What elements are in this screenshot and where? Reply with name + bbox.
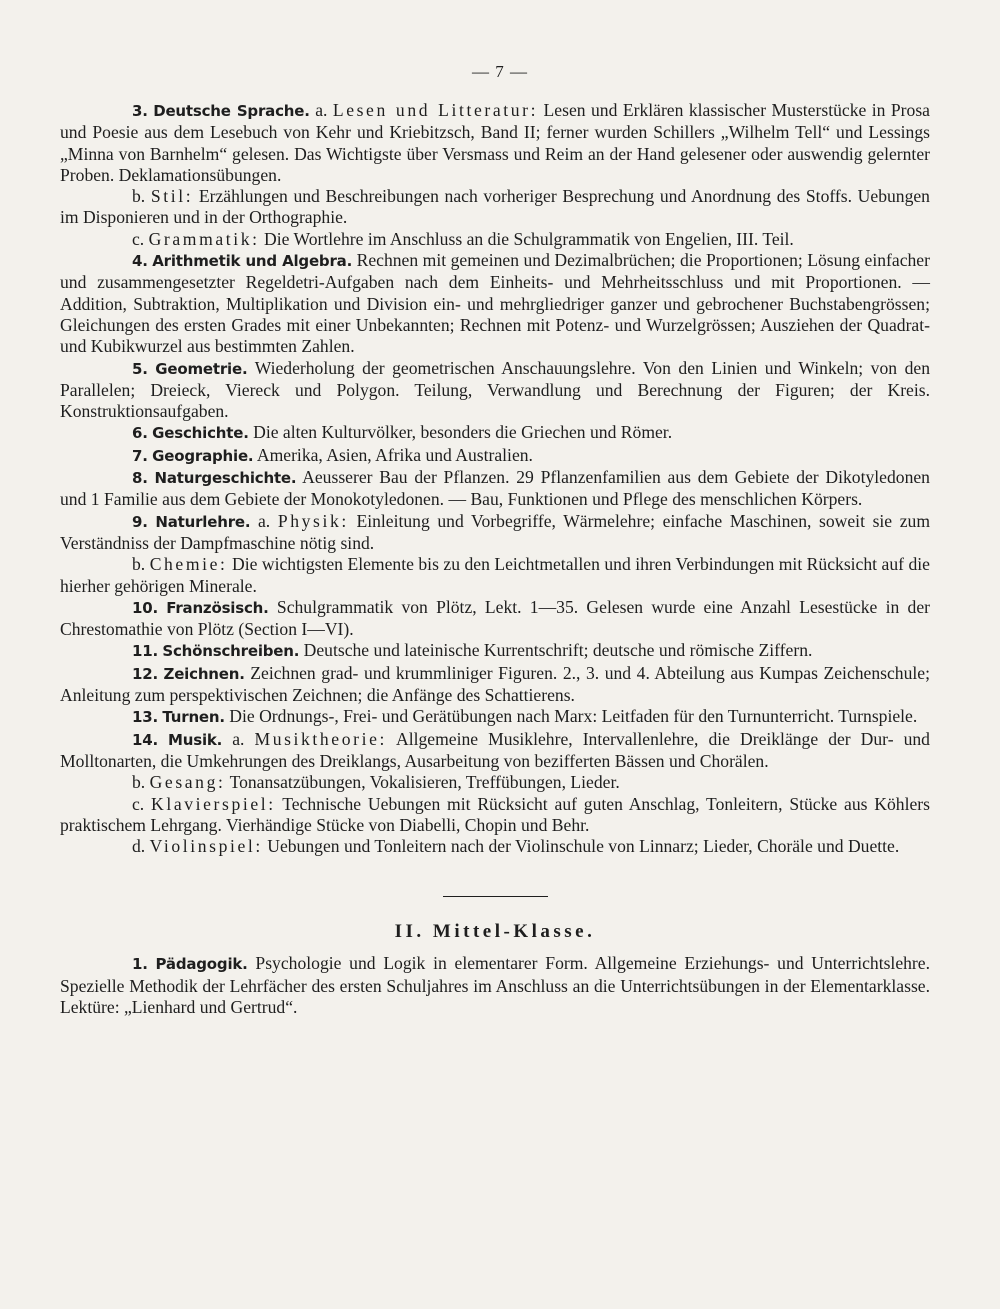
entry-heading: Geschichte.: [152, 424, 249, 443]
sub-label: a.: [315, 100, 328, 120]
sub-heading: Gesang:: [149, 772, 226, 793]
entry-turnen: [60, 706, 930, 728]
entry-deutsche-sprache: [60, 100, 930, 186]
entry-number: 9.: [132, 512, 148, 531]
sub-heading: Stil:: [150, 186, 194, 207]
entry-text: Schulgrammatik von Plötz, Lekt. 1—35. Gelesen wurde eine Anzahl Lesestücke in der Chrestomathie von Plötz (Section I—VI).: [60, 596, 931, 640]
entry-number: 12.: [132, 664, 158, 683]
sub-heading: Physik:: [277, 510, 349, 531]
entry-heading: Turnen.: [162, 708, 225, 727]
sub-heading: Violinspiel:: [149, 836, 263, 857]
entry-text: Tonansatzübungen, Vokalisieren, Treffübungen, Lieder.: [229, 772, 620, 793]
sub-heading: Grammatik:: [148, 228, 260, 249]
sub-label: a.: [258, 510, 271, 531]
sub-label: a.: [232, 728, 245, 749]
entry-geographie: [60, 445, 930, 467]
entry-text: Allgemeine Musiklehre, Intervallenlehre, die Dreiklänge der Dur- und Molltonarten, die Umkehrungen des Dreiklangs, Ausarbeitung von bezifferten Bässen und Chorälen.: [60, 728, 930, 771]
entry-text: Aeusserer Bau der Pflanzen. 29 Pflanzenfamilien aus dem Gebiete der Dikotyledonen und 1 Familie aus dem Gebiete der Monokotyledonen. — Bau, Funktionen und Pflege des menschlichen Körpers.: [60, 467, 930, 510]
sub-entry-klavierspiel: [60, 794, 930, 837]
sub-heading: Musiktheorie:: [254, 728, 387, 749]
sub-label: b.: [132, 772, 146, 793]
entry-text: Technische Uebungen mit Rücksicht auf guten Anschlag, Tonleitern, Stücke aus Köhlers praktischem Lehrgang. Vierhändige Stücke von Diabelli, Chopin und Behr.: [60, 793, 930, 835]
entry-heading: Geographie.: [152, 446, 254, 465]
entry-heading: Deutsche Sprache.: [153, 102, 310, 120]
entry-zeichnen: [60, 663, 930, 707]
entry-heading: Geometrie.: [155, 359, 248, 378]
entry-number: 1.: [132, 955, 148, 974]
sub-heading: Chemie:: [149, 554, 228, 575]
entry-geschichte: [60, 422, 930, 444]
entry-text: Die Ordnungs-, Frei- und Gerätübungen nach Marx: Leitfaden für den Turnunterricht. Turnspiele.: [229, 706, 918, 727]
entry-text: Einleitung und Vorbegriffe, Wärmelehre; einfache Maschinen, soweit sie zum Verständniss der Dampfmaschine nötig sind.: [60, 510, 931, 553]
entry-number: 3.: [132, 102, 148, 120]
page-number: — 7 —: [472, 62, 528, 81]
sub-heading: Lesen und Litteratur:: [332, 100, 539, 120]
entry-number: 4.: [132, 252, 148, 271]
sub-heading: Klavierspiel:: [151, 793, 276, 814]
entry-musik: [60, 729, 930, 773]
sub-label: b.: [132, 554, 146, 575]
entry-text: Lesen und Erklären klassischer Musterstücke in Prosa und Poesie aus dem Lesebuch von Kehr und Kriebitzsch, Band II; ferner wurden Schillers „Wilhelm Tell“ und Lessings „Minna von Barnhelm“ gelesen. Das Wichtigste über Versmass und Reim an der Hand gelesener oder auswendig gelernter Proben. Deklamationsübungen.: [60, 100, 930, 185]
entry-text: Die wichtigsten Elemente bis zu den Leichtmetallen und ihren Verbindungen mit Rücksicht auf die hierher gehörigen Minerale.: [60, 554, 930, 596]
sub-entry-gesang: [60, 772, 930, 793]
entry-heading: Französisch.: [166, 598, 269, 617]
entry-text: Psychologie und Logik in elementarer Form. Allgemeine Erziehungs- und Unterrichtslehre. Spezielle Methodik der Lehrfächer des ersten Schuljahres im Anschluss an die Unterrichtsübungen in der Elementarklasse. Lektüre: „Lienhard und Gertrud“.: [60, 953, 930, 1017]
entry-heading: Arithmetik und Algebra.: [152, 252, 353, 271]
entry-heading: Zeichnen.: [163, 664, 245, 683]
entry-text: Die Wortlehre im Anschluss an die Schulgrammatik von Engelien, III. Teil.: [264, 228, 794, 249]
sub-entry-chemie: [60, 554, 930, 597]
entry-text: Wiederholung der geometrischen Anschauungslehre. Von den Linien und Winkeln; von den Parallelen; Dreieck, Viereck und Polygon. Teilung, Verwandlung und Berechnung der Figuren; der Kreis. Konstruktionsaufgaben.: [60, 357, 930, 422]
entry-arithmetik: [60, 250, 930, 357]
entry-text: Rechnen mit gemeinen und Dezimalbrüchen; die Proportionen; Lösung einfacher und zusammengesetzter Regeldetri-Aufgaben nach dem Einheits- und Mehrheitsschluss und mit Proportionen. — Addition, Subtraktion, Multiplikation und Division ein- und mehrgliedriger ganzer und gebrochener Buchstabengrössen; Gleichungen des ersten Grades mit einer Unbekannten; Rechnen mit Potenz- und Wurzelgrössen; Ausziehen der Quadrat- und Kubikwurzel aus bestimmten Zahlen.: [60, 250, 930, 357]
entry-text: Deutsche und lateinische Kurrentschrift; deutsche und römische Ziffern.: [303, 640, 813, 661]
section-divider: [443, 896, 548, 897]
entry-number: 14.: [132, 730, 158, 749]
entry-text: Uebungen und Tonleitern nach der Violinschule von Linnarz; Lieder, Choräle und Duette.: [267, 836, 900, 857]
entry-naturgeschichte: [60, 467, 930, 511]
entry-text: Erzählungen und Beschreibungen nach vorheriger Besprechung und Anordnung des Stoffs. Uebungen im Disponieren und in der Orthographie.: [60, 186, 930, 228]
entry-number: 13.: [132, 708, 158, 727]
entry-number: 5.: [132, 359, 148, 378]
entry-number: 6.: [132, 424, 148, 443]
sub-label: d.: [132, 836, 146, 857]
sub-label: b.: [132, 186, 146, 207]
sub-label: c.: [132, 228, 145, 249]
sub-label: c.: [132, 793, 145, 814]
entry-heading: Pädagogik.: [155, 955, 248, 974]
section-title: II. Mittel-Klasse.: [394, 921, 596, 943]
entry-heading: Musik.: [168, 730, 223, 749]
entry-heading: Naturgeschichte.: [154, 469, 297, 488]
sub-entry-stil: [60, 186, 930, 229]
entry-heading: Naturlehre.: [155, 512, 251, 531]
page-body: [60, 100, 930, 1018]
sub-entry-grammatik: [60, 229, 930, 250]
entry-number: 7.: [132, 446, 148, 465]
sub-entry-violinspiel: [60, 836, 930, 857]
entry-franzoesisch: [60, 597, 930, 641]
entry-paedagogik: [60, 953, 930, 1018]
entry-naturlehre: [60, 511, 930, 555]
entry-number: 8.: [132, 469, 148, 488]
entry-text: Amerika, Asien, Afrika und Australien.: [256, 444, 533, 465]
entry-text: Zeichnen grad- und krummliniger Figuren. 2., 3. und 4. Abteilung aus Kumpas Zeichenschule; Anleitung zum perspektivischen Zeichnen; die Anfänge des Schattierens.: [60, 662, 930, 706]
entry-text: Die alten Kulturvölker, besonders die Griechen und Römer.: [253, 422, 673, 443]
entry-geometrie: [60, 358, 930, 423]
entry-number: 11.: [132, 642, 158, 661]
entry-heading: Schönschreiben.: [162, 642, 300, 661]
entry-schoenschreiben: [60, 640, 930, 662]
entry-number: 10.: [132, 598, 158, 617]
